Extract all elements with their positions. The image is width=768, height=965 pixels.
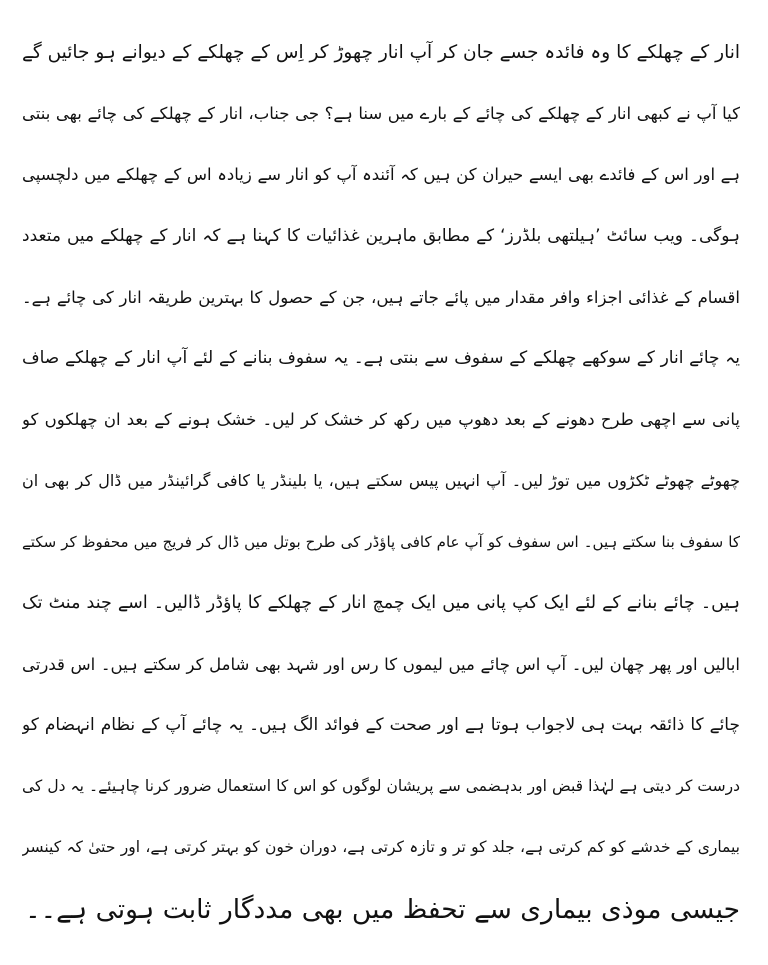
article-line: پانی سے اچھی طرح دھونے کے بعد دھوپ میں رکھ کر خشک کر لیں۔ خشک ہونے کے بعد ان چھلکوں کو (22, 410, 740, 430)
article-line: ہے اور اس کے فائدے بھی ایسے حیران کن ہیں کہ آئندہ آپ کو انار سے زیادہ اس کے چھلکے میں دلچسپی (22, 165, 740, 185)
article-body (22, 22, 740, 940)
article-line: یہ چائے انار کے سوکھے چھلکے کے سفوف سے بنتی ہے۔ یہ سفوف بنانے کے لئے آپ انار کے چھلکے صاف (22, 347, 740, 368)
article-line: ہوگی۔ ویب سائٹ ’ہیلتھی بلڈرز‘ کے مطابق ماہرین غذائیات کا کہنا ہے کہ انار کے چھلکے میں متعدد (22, 225, 740, 246)
article-line: اقسام کے غذائی اجزاء وافر مقدار میں پائے جاتے ہیں، جن کے حصول کا بہترین طریقہ انار کی چائے ہے۔ (22, 287, 740, 307)
article-line: بیماری کے خدشے کو کم کرتی ہے، جلد کو تر و تازہ کرتی ہے، دوران خون کو بہتر کرتی ہے، اور حتیٰ کہ کینسر (22, 838, 740, 857)
article-line: درست کر دیتی ہے لہٰذا قبض اور بدہضمی سے پریشان لوگوں کو اس کا استعمال ضرور کرنا چاہیئے۔ یہ دل کی (22, 777, 740, 796)
article-line: چھوٹے چھوٹے ٹکڑوں میں توڑ لیں۔ آپ انہیں پیس سکتے ہیں، یا بلینڈر یا کافی گرائینڈر میں ڈال کر بھی ان (22, 471, 740, 491)
article-line: کا سفوف بنا سکتے ہیں۔ اس سفوف کو آپ عام کافی پاؤڈر کی طرح بوتل میں ڈال کر فریج میں محفوظ کر سکتے (22, 532, 740, 551)
article-line: کیا آپ نے کبھی انار کے چھلکے کی چائے کے بارے میں سنا ہے؟ جی جناب، انار کے چھلکے کی چائے بھی بنتی (22, 104, 740, 124)
article-line: جیسی موذی بیماری سے تحفظ میں بھی مددگار ثابت ہوتی ہے۔۔ (25, 893, 740, 925)
article-line: ابالیں اور پھر چھان لیں۔ آپ اس چائے میں لیموں کا رس اور شہد بھی شامل کر سکتے ہیں۔ اس قدرتی (22, 654, 740, 674)
article-line: چائے کا ذائقہ بہت ہی لاجواب ہوتا ہے اور صحت کے فوائد الگ ہیں۔ یہ چائے آپ کے نظام انہضام کو (22, 715, 740, 736)
article-line: ہیں۔ چائے بنانے کے لئے ایک کپ پانی میں ایک چمچ انار کے چھلکے کا پاؤڈر ڈالیں۔ اسے چند منٹ تک (22, 592, 740, 613)
article-line: انار کے چھلکے کا وہ فائدہ جسے جان کر آپ انار چھوڑ کر اِس کے چھلکے کے دیوانے ہو جائیں گے (22, 42, 740, 63)
